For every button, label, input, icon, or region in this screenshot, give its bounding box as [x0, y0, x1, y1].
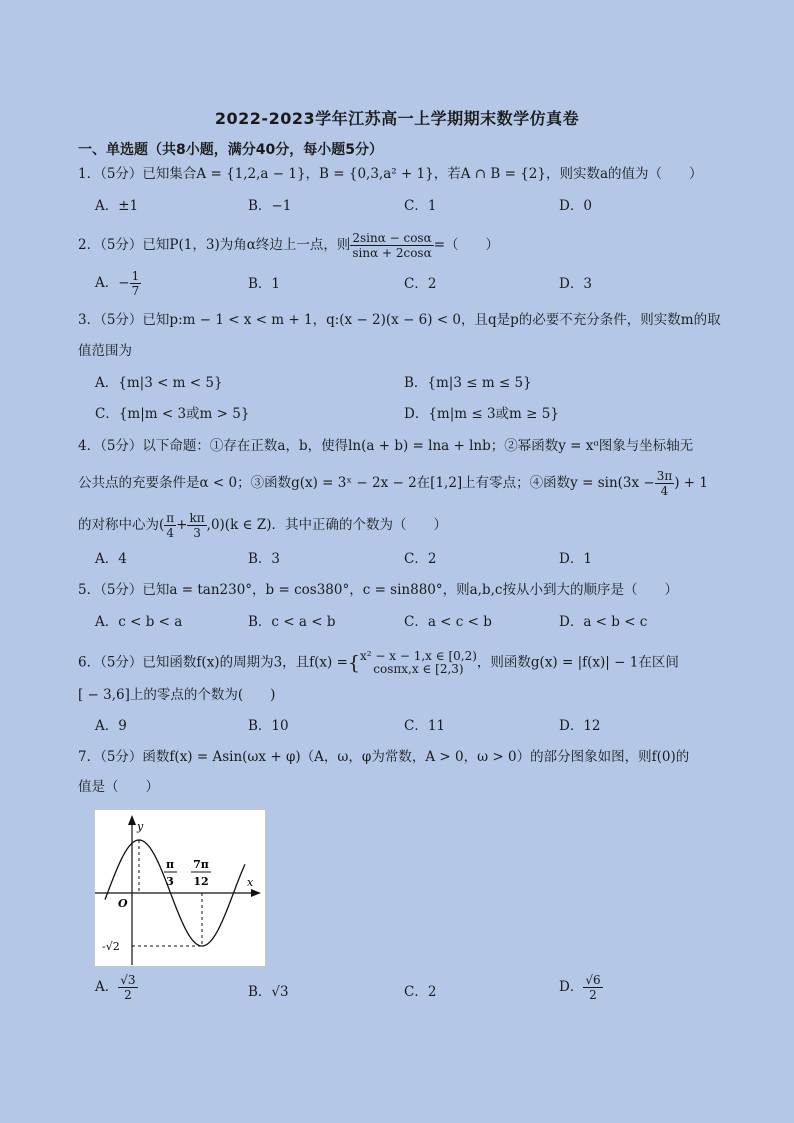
q7-option-d[interactable] [559, 974, 603, 1001]
q7-optd-den: 2 [589, 988, 597, 1002]
tick-7pi-12-den: 12 [193, 875, 209, 888]
q4-line3-den2: 3 [193, 526, 201, 540]
question-2 [78, 232, 728, 259]
q7-optc-text: 2 [427, 984, 437, 1000]
q4-line3-mid: + [176, 517, 188, 533]
q7-opta-den: 2 [124, 988, 132, 1002]
question-4-line1: 4．（5分）以下命题：①存在正数a，b，使得ln(a + b) = lna + lnb；②幂函数y = xᵅ图象与坐标轴无 [78, 438, 694, 454]
q6-case-2: cosπx,x ∈ [2,3) [373, 662, 464, 676]
q7-opta-fraction [118, 974, 137, 1001]
q2-opta-prefix: A．− [95, 275, 130, 291]
q3-option-a[interactable]: A．{m|3 < m < 5} [95, 375, 223, 391]
q4-option-c[interactable]: C．2 [404, 551, 437, 567]
q7-option-b[interactable] [248, 982, 289, 1002]
q2-option-b[interactable]: B．1 [248, 276, 281, 292]
q4-line3-frac1 [164, 512, 176, 539]
q4-line3-den1: 4 [166, 526, 175, 540]
question-4-line3 [78, 512, 728, 539]
q1-option-d[interactable]: D．0 [559, 198, 592, 214]
q4-line3-num2: kπ [189, 511, 205, 525]
q6-option-c[interactable]: C．11 [404, 718, 446, 734]
tick-7pi-12-num: 7π [193, 858, 209, 871]
q4-line2-num: 3π [656, 469, 673, 483]
q6-line1-prefix: 6．（5分）已知函数f(x)的周期为3，且f(x) = [78, 654, 348, 671]
q2-suffix: =（ ） [433, 237, 500, 253]
sine-graph-svg [95, 810, 265, 966]
q2-frac-num: 2sinα − cosα [352, 231, 432, 245]
q4-option-b[interactable]: B．3 [248, 551, 281, 567]
q3-option-b[interactable]: B．{m|3 ≤ m ≤ 5} [404, 375, 532, 391]
q6-case-1: x² − x − 1,x ∈ [0,2) [360, 649, 477, 663]
q4-line3-prefix: 的对称中心为( [78, 517, 165, 533]
tick-pi-3-den: 3 [166, 875, 174, 888]
q7-opta-prefix: A． [95, 979, 119, 995]
question-4-line2 [78, 470, 728, 497]
q6-option-a[interactable]: A．9 [95, 718, 127, 734]
q3-option-c[interactable]: C．{m|m < 3或m > 5} [95, 406, 250, 422]
q7-option-c[interactable] [404, 982, 436, 1002]
question-1: 1．（5分）已知集合A = {1,2,a − 1}，B = {0,3,a² + 1}，若A ∩ B = {2}，则实数a的值为（ ） [78, 166, 703, 182]
tick-pi-3-num: π [165, 858, 175, 871]
q2-opta-num: 1 [131, 269, 140, 283]
q1-option-a[interactable]: A．±1 [95, 198, 139, 214]
q2-opta-fraction [130, 270, 142, 297]
q7-optc-prefix: C． [404, 984, 428, 1000]
q6-cases [360, 650, 477, 676]
origin-label: O [118, 897, 128, 910]
q7-optb-text: √3 [271, 984, 289, 1000]
question-7-line2: 值是（ ） [78, 779, 159, 795]
neg-sqrt2-label: -√2 [102, 940, 120, 953]
q7-opta-num: √3 [120, 973, 136, 987]
q4-line2-suffix: ) + 1 [674, 475, 708, 491]
question-7-line1: 7．（5分）函数f(x) = Asin(ωx + φ)（A，ω，φ为常数，A > 0，ω > 0）的部分图象如图，则f(0)的 [78, 749, 690, 765]
q4-option-a[interactable]: A．4 [95, 551, 127, 567]
q7-optd-num: √6 [585, 973, 601, 987]
q4-line3-suffix: ,0)(k ∈ Z)．其中正确的个数为（ ） [206, 517, 447, 533]
q6-line1-suffix: ，则函数g(x) = |f(x)| − 1在区间 [476, 654, 679, 671]
q5-option-d[interactable]: D．a < b < c [559, 614, 648, 630]
q6-option-d[interactable]: D．12 [559, 718, 601, 734]
question-6-line2: [ − 3,6]上的零点的个数为( ) [78, 687, 276, 703]
q2-frac-den: sinα + 2cosα [352, 246, 432, 260]
q6-case-brace: { [347, 652, 361, 674]
q5-option-c[interactable]: C．a < c < b [404, 614, 492, 630]
q2-option-d[interactable]: D．3 [559, 276, 592, 292]
question-6-line1 [78, 648, 728, 678]
q7-option-a[interactable] [95, 974, 138, 1001]
q1-option-c[interactable]: C．1 [404, 198, 437, 214]
q4-line3-frac2 [187, 512, 206, 539]
sine-graph-figure [94, 809, 266, 967]
y-axis-arrow-icon [128, 815, 136, 825]
q3-option-d[interactable]: D．{m|m ≤ 3或m ≥ 5} [404, 406, 559, 422]
q2-prefix: 2．（5分）已知P(1，3)为角α终边上一点，则 [78, 237, 351, 253]
q4-line2-den: 4 [660, 484, 669, 498]
x-axis-arrow-icon [251, 889, 261, 897]
q1-option-b[interactable]: B．−1 [248, 198, 292, 214]
q5-option-b[interactable]: B．c < a < b [248, 614, 336, 630]
q7-optb-prefix: B． [248, 984, 272, 1000]
q7-optd-fraction [583, 974, 602, 1001]
q2-option-a[interactable] [95, 270, 141, 297]
question-3-line1: 3．（5分）已知p:m − 1 < x < m + 1，q:(x − 2)(x − 6) < 0，且q是p的必要不充分条件，则实数m的取 [78, 312, 721, 328]
q2-opta-den: 7 [131, 284, 140, 298]
q4-option-d[interactable]: D．1 [559, 551, 592, 567]
question-5: 5．（5分）已知a = tan230°，b = cos380°，c = sin880°，则a,b,c按从小到大的顺序是（ ） [78, 582, 678, 598]
q4-line3-num1: π [166, 511, 175, 525]
q2-option-c[interactable]: C．2 [404, 276, 437, 292]
exam-title: 2022-2023学年江苏高一上学期期末数学仿真卷 [214, 109, 580, 128]
question-3-line2: 值范围为 [78, 343, 132, 359]
q6-option-b[interactable]: B．10 [248, 718, 289, 734]
q4-line2-prefix: 公共点的充要条件是α < 0；③函数g(x) = 3ˣ − 2x − 2在[1,2]上有零点；④函数y = sin(3x − [78, 475, 655, 491]
q2-fraction [350, 232, 433, 259]
q7-optd-prefix: D． [559, 979, 584, 995]
q4-line2-fraction [655, 470, 675, 497]
section-heading: 一、单选题（共8小题，满分40分，每小题5分） [78, 142, 383, 158]
y-axis-label: y [137, 820, 144, 833]
x-axis-label: x [247, 876, 254, 889]
q5-option-a[interactable]: A．c < b < a [95, 614, 183, 630]
